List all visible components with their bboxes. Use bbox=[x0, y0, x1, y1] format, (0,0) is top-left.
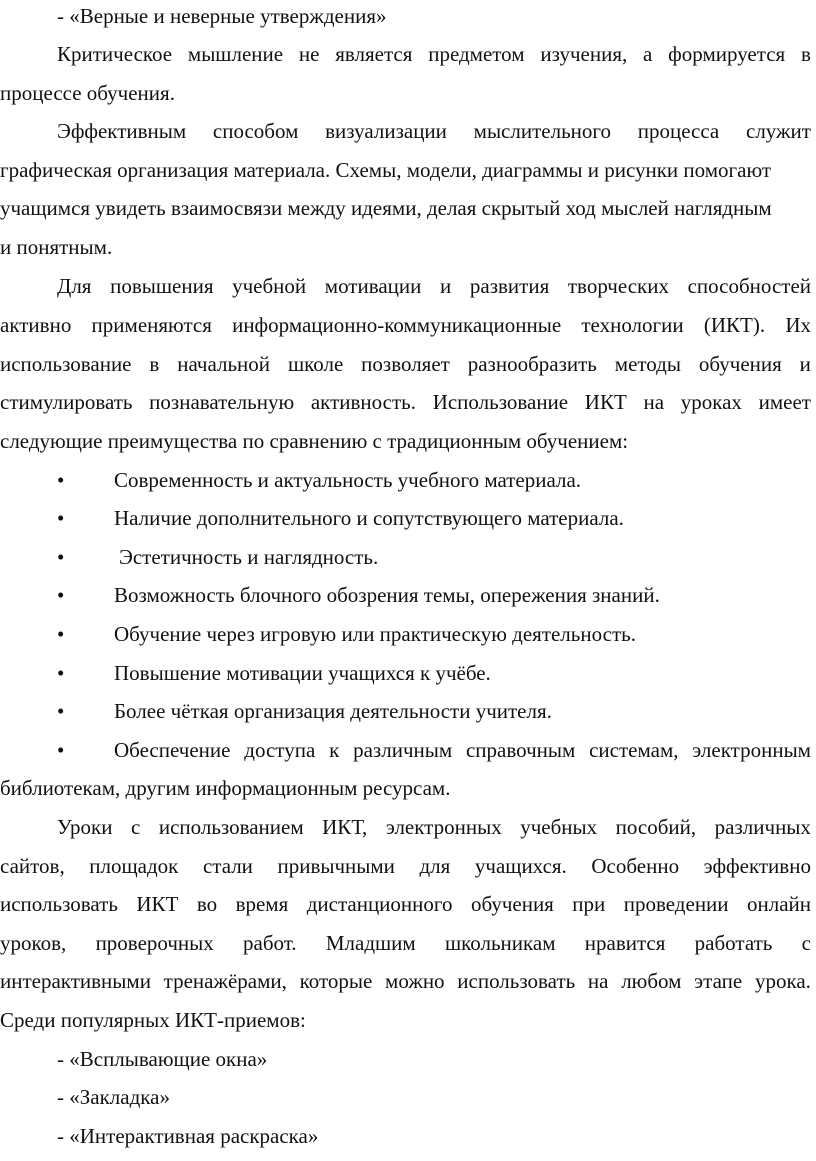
word: и bbox=[440, 274, 452, 298]
word: познавательную bbox=[149, 390, 295, 414]
word: нравится bbox=[584, 931, 666, 955]
word: любом bbox=[621, 969, 682, 993]
list-item: Обучение через игровую или практическую деятельность. bbox=[114, 622, 636, 646]
word: сайтов, bbox=[0, 854, 65, 878]
paragraph-lessons-line-5 bbox=[0, 971, 811, 992]
word: имеет bbox=[758, 390, 811, 414]
word: (ИКТ). bbox=[703, 313, 766, 337]
word: обучения bbox=[470, 892, 554, 916]
word: активно bbox=[0, 313, 72, 337]
bullet-icon: • bbox=[57, 661, 65, 685]
word: развития bbox=[469, 274, 550, 298]
word: использование bbox=[0, 352, 132, 376]
paragraph-ict-line-3 bbox=[0, 354, 811, 375]
word: визуализации bbox=[325, 119, 447, 143]
word: различным bbox=[353, 738, 453, 762]
word: площадок bbox=[89, 854, 179, 878]
word: технологии bbox=[581, 313, 684, 337]
word: использованием bbox=[158, 815, 304, 839]
word: работ. bbox=[243, 931, 297, 955]
word: ИКТ, bbox=[322, 815, 368, 839]
technique-item-coloring: - «Интерактивная раскраска» bbox=[57, 1124, 319, 1148]
paragraph-lessons-line-4 bbox=[0, 933, 811, 954]
word: мыслительного bbox=[473, 119, 611, 143]
list-item: Наличие дополнительного и сопутствующего материала. bbox=[114, 506, 624, 530]
bullet-icon: • bbox=[57, 738, 65, 762]
technique-item-popup: - «Всплывающие окна» bbox=[57, 1047, 268, 1071]
word: электронным bbox=[692, 738, 811, 762]
word: уроках bbox=[680, 390, 742, 414]
word: на bbox=[587, 969, 609, 993]
word: дистанционного bbox=[306, 892, 453, 916]
word: является bbox=[335, 42, 413, 66]
list-item-last-line-1 bbox=[114, 740, 811, 761]
word: Эффективным bbox=[57, 119, 187, 143]
list-item: Возможность блочного обозрения темы, опережения знаний. bbox=[114, 583, 660, 607]
word: Особенно bbox=[591, 854, 680, 878]
word: процесса bbox=[637, 119, 720, 143]
word: к bbox=[329, 738, 340, 762]
word: системам, bbox=[589, 738, 679, 762]
word: интерактивными bbox=[0, 969, 151, 993]
word: обучения bbox=[698, 352, 782, 376]
word: учебной bbox=[232, 274, 307, 298]
paragraph-lessons-line-2 bbox=[0, 856, 811, 877]
word: школе bbox=[287, 352, 344, 376]
word: изучения, bbox=[540, 42, 628, 66]
word: онлайн bbox=[746, 892, 811, 916]
word: разнообразить bbox=[467, 352, 597, 376]
word: учащихся. bbox=[474, 854, 567, 878]
word: проведении bbox=[623, 892, 729, 916]
technique-item-bookmark: - «Закладка» bbox=[57, 1085, 170, 1109]
word: способом bbox=[212, 119, 299, 143]
word: использовать bbox=[0, 892, 118, 916]
paragraph-critical-thinking-line-2: процессе обучения. bbox=[0, 81, 175, 105]
word: способностей bbox=[687, 274, 811, 298]
word: различных bbox=[714, 815, 811, 839]
word: в bbox=[149, 352, 160, 376]
bullet-icon: • bbox=[57, 545, 65, 569]
word: позволяет bbox=[361, 352, 450, 376]
word: при bbox=[572, 892, 606, 916]
word: мотивации bbox=[324, 274, 422, 298]
word: во bbox=[196, 892, 218, 916]
word: проверочных bbox=[95, 931, 214, 955]
word: которые bbox=[299, 969, 373, 993]
word: повышения bbox=[110, 274, 214, 298]
word: Для bbox=[57, 274, 92, 298]
word: можно bbox=[385, 969, 445, 993]
bullet-icon: • bbox=[57, 699, 65, 723]
word: начальной bbox=[177, 352, 271, 376]
word: с bbox=[130, 815, 141, 839]
word: Младшим bbox=[325, 931, 416, 955]
word: электронных bbox=[385, 815, 502, 839]
word: а bbox=[643, 42, 653, 66]
paragraph-critical-thinking-line-1 bbox=[57, 44, 811, 65]
word: предметом bbox=[428, 42, 525, 66]
word: Их bbox=[785, 313, 811, 337]
word: для bbox=[419, 854, 451, 878]
word: время bbox=[235, 892, 289, 916]
word: справочным bbox=[465, 738, 576, 762]
word: ИКТ bbox=[136, 892, 179, 916]
word: в bbox=[800, 42, 811, 66]
word: Критическое bbox=[57, 42, 173, 66]
bullet-icon: • bbox=[57, 506, 65, 530]
paragraph-visualization-line-3: учащимся увидеть взаимосвязи между идеями, делая скрытый ход мыслей наглядным bbox=[0, 196, 772, 220]
word: на bbox=[643, 390, 665, 414]
word: ИКТ bbox=[584, 390, 627, 414]
word: тренажёрами, bbox=[163, 969, 287, 993]
word: активность. bbox=[310, 390, 417, 414]
word: мышление bbox=[187, 42, 284, 66]
paragraph-visualization-line-4: и понятным. bbox=[0, 235, 113, 259]
word: с bbox=[801, 931, 811, 955]
list-item: Более чёткая организация деятельности учителя. bbox=[114, 699, 552, 723]
paragraph-visualization-line-2: графическая организация материала. Схемы, модели, диаграммы и рисунки помогают bbox=[0, 158, 772, 182]
list-item-true-false: - «Верные и неверные утверждения» bbox=[57, 4, 387, 28]
paragraph-ict-line-4 bbox=[0, 392, 811, 413]
list-item: Эстетичность и наглядность. bbox=[119, 545, 379, 569]
word: работать bbox=[694, 931, 773, 955]
bullet-icon: • bbox=[57, 622, 65, 646]
word: использовать bbox=[457, 969, 576, 993]
paragraph-ict-line-1 bbox=[57, 276, 811, 297]
paragraph-lessons-line-1 bbox=[57, 817, 811, 838]
word: учебных bbox=[520, 815, 598, 839]
word: служит bbox=[746, 119, 811, 143]
word: методы bbox=[614, 352, 681, 376]
word: стимулировать bbox=[0, 390, 133, 414]
word: и bbox=[799, 352, 811, 376]
paragraph-ict-line-5: следующие преимущества по сравнению с традиционным обучением: bbox=[0, 429, 629, 453]
word: творческих bbox=[567, 274, 669, 298]
word: Уроки bbox=[57, 815, 113, 839]
word: доступа bbox=[244, 738, 316, 762]
paragraph-visualization-line-1 bbox=[57, 121, 811, 142]
bullet-icon: • bbox=[57, 468, 65, 492]
word: эффективно bbox=[703, 854, 811, 878]
word: информационно-коммуникационные bbox=[232, 313, 562, 337]
word: школьникам bbox=[444, 931, 556, 955]
word: привычными bbox=[277, 854, 395, 878]
word: этапе bbox=[694, 969, 743, 993]
word: пособий, bbox=[615, 815, 697, 839]
list-item: Современность и актуальность учебного материала. bbox=[114, 468, 582, 492]
word: формируется bbox=[668, 42, 786, 66]
word: Обеспечение bbox=[114, 738, 231, 762]
word: Использование bbox=[432, 390, 569, 414]
bullet-icon: • bbox=[57, 583, 65, 607]
paragraph-ict-line-2 bbox=[0, 315, 811, 336]
list-item-last-line-2: библиотекам, другим информационным ресурсам. bbox=[0, 776, 451, 800]
word: уроков, bbox=[0, 931, 67, 955]
paragraph-lessons-line-6: Среди популярных ИКТ-приемов: bbox=[0, 1008, 306, 1032]
list-item: Повышение мотивации учащихся к учёбе. bbox=[114, 661, 491, 685]
word: стали bbox=[202, 854, 253, 878]
word: не bbox=[298, 42, 320, 66]
word: урока. bbox=[754, 969, 811, 993]
paragraph-lessons-line-3 bbox=[0, 894, 811, 915]
word: применяются bbox=[91, 313, 212, 337]
